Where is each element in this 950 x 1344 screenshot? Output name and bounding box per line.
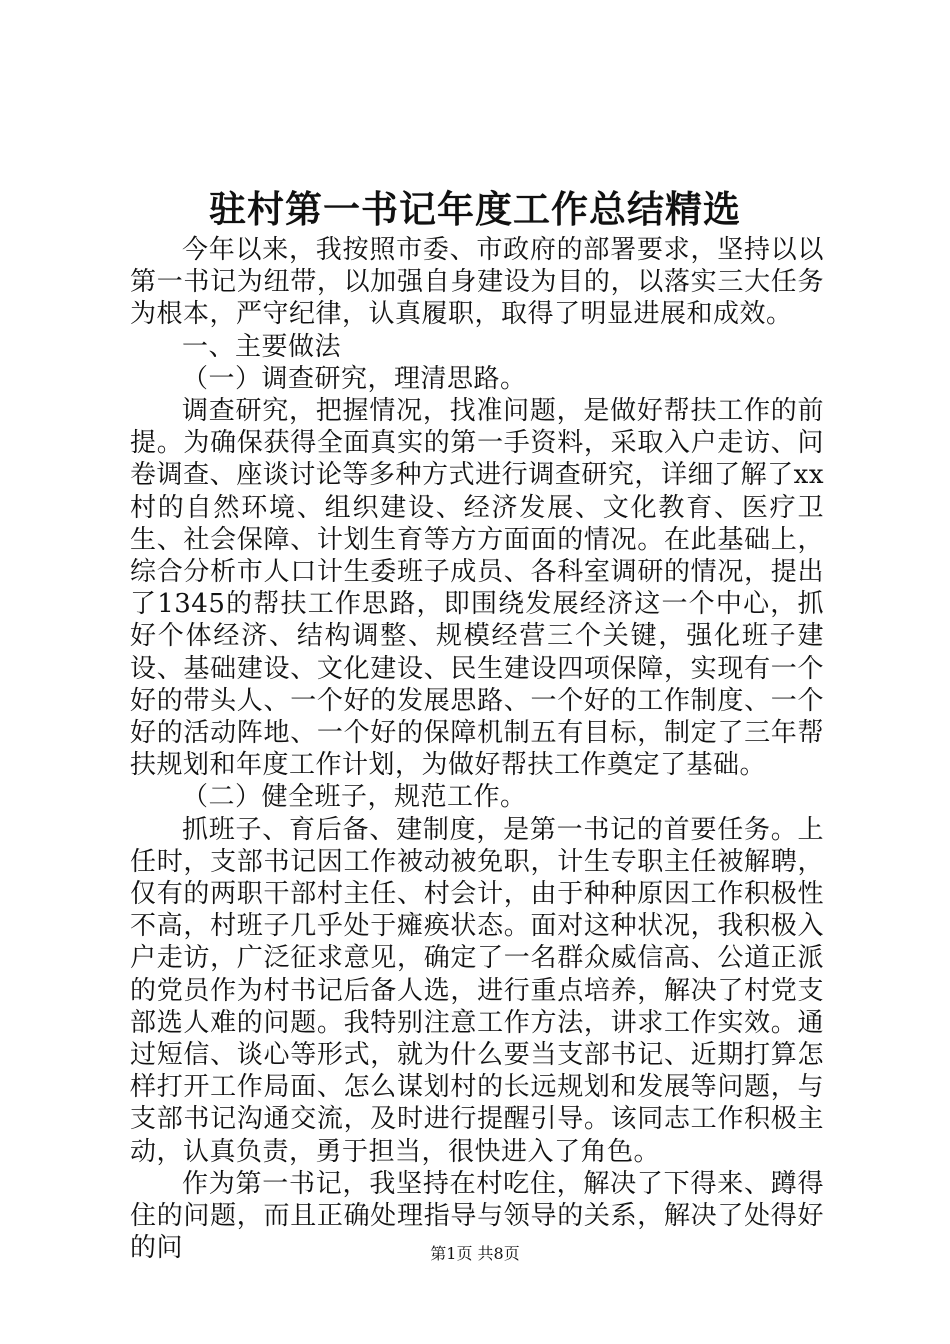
paragraph-first-secretary: 作为第一书记，我坚持在村吃住，解决了下得来、蹲得住的问题，而且正确处理指导与领导的关系，解决了处得好的问 — [130, 1168, 824, 1264]
document-body — [130, 234, 824, 1265]
subsection-heading-team: （二）健全班子，规范工作。 — [182, 782, 527, 813]
document-title: 驻村第一书记年度工作总结精选 — [209, 187, 741, 231]
subsection-heading-research: （一）调查研究，理清思路。 — [182, 363, 527, 394]
section-heading-main-practices: 一、主要做法 — [182, 331, 342, 362]
paragraph-research: 调查研究，把握情况，找准问题，是做好帮扶工作的前提。为确保获得全面真实的第一手资料，采取入户走访、问卷调查、座谈讨论等多种方式进行调查研究，详细了解了xx村的自然环境、组织建设、经济发展、文化教育、医疗卫生、社会保障、计划生育等方方面面的情况。在此基础上，综合分析市人口计生委班子成员、各科室调研的情况，提出了1345的帮扶工作思路，即围绕发展经济这一个中心，抓好个体经济、结构调整、规模经营三个关键，强化班子建设、基础建设、文化建设、民生建设四项保障，实现有一个好的带头人、一个好的发展思路、一个好的工作制度、一个好的活动阵地、一个好的保障机制五有目标，制定了三年帮扶规划和年度工作计划，为做好帮扶工作奠定了基础。 — [130, 396, 824, 781]
page-footer: 第1页 共8页 — [430, 1244, 520, 1263]
paragraph-intro: 今年以来，我按照市委、市政府的部署要求，坚持以以第一书记为纽带，以加强自身建设为目的，以落实三大任务为根本，严守纪律，认真履职，取得了明显进展和成效。 — [130, 235, 824, 330]
paragraph-team: 抓班子、育后备、建制度，是第一书记的首要任务。上任时，支部书记因工作被动被免职，计生专职主任被解聘，仅有的两职干部村主任、村会计，由于种种原因工作积极性不高，村班子几乎处于瘫痪状态。面对这种状况，我积极入户走访，广泛征求意见，确定了一名群众威信高、公道正派的党员作为村书记后备人选，进行重点培养，解决了村党支部选人难的问题。我特别注意工作方法，讲求工作实效。通过短信、谈心等形式，就为什么要当支部书记、近期打算怎样打开工作局面、怎么谋划村的长远规划和发展等问题，与支部书记沟通交流，及时进行提醒引导。该同志工作积极主动，认真负责，勇于担当，很快进入了角色。 — [130, 814, 824, 1167]
